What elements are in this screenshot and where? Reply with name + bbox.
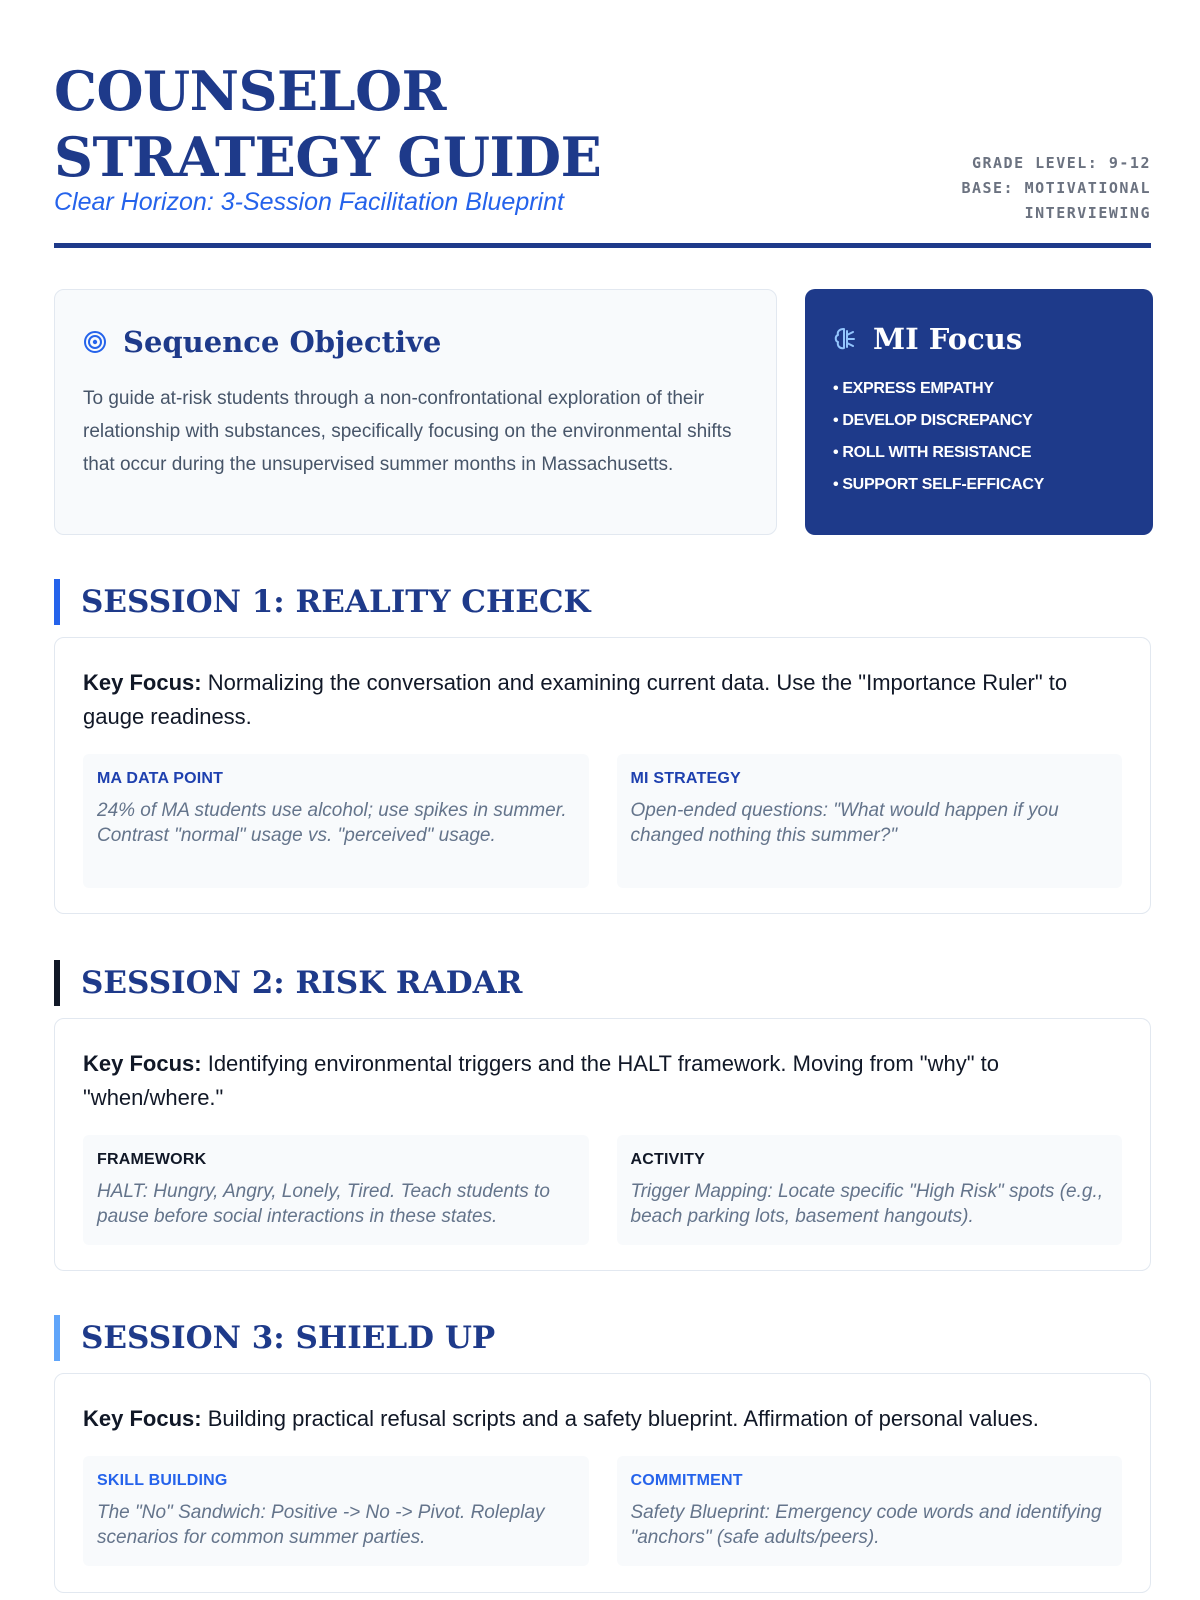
objective-text: To guide at-risk students through a non-confrontational exploration of their relationship with substances, specifically focusing on the environmental shifts that occur during the unsupervised summer months in Massachusetts. — [83, 388, 732, 475]
meta-line: BASE: MOTIVATIONAL — [961, 179, 1151, 197]
box-text: HALT: Hungry, Angry, Lonely, Tired. Teach students to pause before social interactions in these states. — [97, 1181, 550, 1227]
key-focus-label: Key Focus: — [83, 1406, 202, 1431]
box-label: MI STRATEGY — [630, 770, 741, 787]
session-3-card — [54, 1373, 1151, 1593]
activity-box — [617, 1135, 1123, 1245]
ma-data-point-box — [83, 754, 589, 888]
meta-info — [961, 151, 1151, 226]
session-3-title: SESSION 3: SHIELD UP — [54, 1315, 495, 1361]
target-icon — [83, 330, 107, 354]
mi-focus-card — [805, 289, 1153, 535]
box-label: SKILL BUILDING — [97, 1472, 228, 1489]
key-focus-text: Building practical refusal scripts and a safety blueprint. Affirmation of personal values. — [201, 1406, 1039, 1431]
key-focus-label: Key Focus: — [83, 1051, 202, 1076]
mi-focus-item: • SUPPORT SELF-EFFICACY — [833, 469, 1125, 501]
box-text: Safety Blueprint: Emergency code words and identifying "anchors" (safe adults/peers). — [630, 1502, 1102, 1548]
key-focus-label: Key Focus: — [83, 670, 202, 695]
mi-strategy-box — [617, 754, 1123, 888]
box-label: FRAMEWORK — [97, 1151, 207, 1168]
box-label: MA DATA POINT — [97, 770, 224, 787]
session-2-title: SESSION 2: RISK RADAR — [54, 960, 522, 1006]
session-2-card — [54, 1018, 1151, 1271]
mi-focus-item: • EXPRESS EMPATHY — [833, 373, 1125, 405]
session-2-key-focus — [83, 1047, 1122, 1115]
box-label: COMMITMENT — [630, 1472, 743, 1489]
page-subtitle: Clear Horizon: 3-Session Facilitation Blueprint — [54, 188, 564, 216]
framework-box — [83, 1135, 589, 1245]
page-header — [54, 58, 1151, 248]
objective-card — [54, 289, 777, 535]
brain-icon — [833, 326, 859, 352]
mi-focus-title: MI Focus — [873, 322, 1023, 356]
session-1-title: SESSION 1: REALITY CHECK — [54, 579, 591, 625]
box-text: The "No" Sandwich: Positive -> No -> Pivot. Roleplay scenarios for common summer parties. — [97, 1502, 545, 1548]
box-text: Trigger Mapping: Locate specific "High Risk" spots (e.g., beach parking lots, basement hangouts). — [630, 1181, 1104, 1227]
meta-line: INTERVIEWING — [1024, 204, 1151, 222]
box-label: ACTIVITY — [630, 1151, 705, 1168]
key-focus-text: Identifying environmental triggers and the HALT framework. Moving from "why" to "when/where." — [83, 1051, 999, 1110]
box-text: Open-ended questions: "What would happen if you changed nothing this summer?" — [630, 800, 1059, 846]
mi-focus-item: • DEVELOP DISCREPANCY — [833, 405, 1125, 437]
commitment-box — [617, 1456, 1123, 1566]
objective-title: Sequence Objective — [123, 325, 442, 359]
mi-focus-list — [833, 373, 1125, 501]
mi-focus-item: • ROLL WITH RESISTANCE — [833, 437, 1125, 469]
key-focus-text: Normalizing the conversation and examining current data. Use the "Importance Ruler" to gauge readiness. — [83, 670, 1068, 729]
skill-building-box — [83, 1456, 589, 1566]
page-title: COUNSELOR STRATEGY GUIDE — [54, 59, 602, 189]
session-3-key-focus — [83, 1402, 1122, 1436]
box-text: 24% of MA students use alcohol; use spikes in summer. Contrast "normal" usage vs. "perceived" usage. — [97, 800, 567, 846]
session-1-key-focus — [83, 666, 1122, 734]
session-1-card — [54, 637, 1151, 914]
meta-line: GRADE LEVEL: 9-12 — [971, 154, 1151, 172]
